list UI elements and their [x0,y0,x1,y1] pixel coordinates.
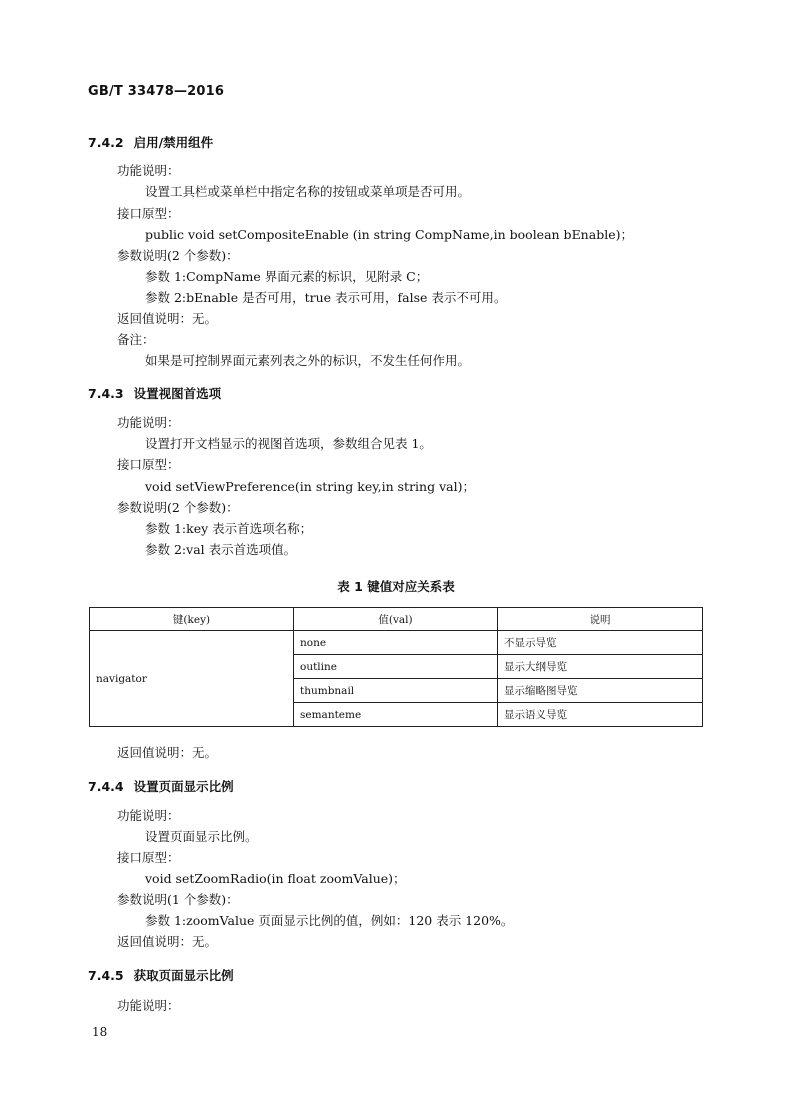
description-cell: 不显示导览 [498,631,703,655]
function-label: 功能说明： [117,415,180,430]
table-header-row [90,608,703,631]
section-number: 7.4.2 [88,135,124,150]
section-title: 设置视图首选项 [133,386,222,401]
return-value: 返回值说明：无。 [117,745,218,760]
section-number: 7.4.3 [88,386,124,401]
params-label: 参数说明(2 个参数)： [117,248,239,263]
section-heading-7-4-2 [88,133,213,151]
interface-prototype: public void setCompositeEnable (in string CompName,in boolean bEnable)； [145,227,633,242]
table-caption: 表 1 键值对应关系表 [337,579,455,594]
params-label: 参数说明(2 个参数)： [117,500,239,515]
section-heading-7-4-3 [88,384,221,402]
interface-prototype: void setZoomRadio(in float zoomValue)； [145,871,406,886]
param-1: 参数 1:key 表示首选项名称； [145,521,313,536]
function-label: 功能说明： [117,808,180,823]
value-cell: semanteme [294,703,498,727]
section-heading-7-4-5 [88,966,234,984]
section-title: 获取页面显示比例 [133,968,234,983]
param-2: 参数 2:val 表示首选项值。 [145,542,297,557]
standard-number-header: GB/T 33478—2016 [88,84,225,99]
remarks-label: 备注： [117,332,155,347]
description-cell: 显示大纲导览 [498,655,703,679]
value-cell: outline [294,655,498,679]
page-number: 18 [92,1025,108,1039]
function-label: 功能说明： [117,998,180,1013]
section-number: 7.4.5 [88,968,124,983]
return-value: 返回值说明：无。 [117,311,218,326]
section-heading-7-4-4 [88,777,234,795]
function-description: 设置工具栏或菜单栏中指定名称的按钮或菜单项是否可用。 [145,184,471,199]
return-value: 返回值说明：无。 [117,934,218,949]
description-cell: 显示缩略图导览 [498,679,703,703]
section-title: 启用/禁用组件 [133,135,214,150]
header-description: 说明 [498,608,703,631]
interface-label: 接口原型： [117,457,180,472]
key-cell: navigator [90,631,294,727]
function-description: 设置页面显示比例。 [145,829,258,844]
table-row [90,631,703,655]
section-title: 设置页面显示比例 [133,779,234,794]
interface-label: 接口原型： [117,206,180,221]
value-cell: none [294,631,498,655]
remarks-text: 如果是可控制界面元素列表之外的标识，不发生任何作用。 [145,353,471,368]
params-label: 参数说明(1 个参数)： [117,892,239,907]
description-cell: 显示语义导览 [498,703,703,727]
function-label: 功能说明： [117,163,180,178]
interface-prototype: void setViewPreference(in string key,in string val)； [145,479,475,494]
key-value-table [89,607,703,727]
function-description: 设置打开文档显示的视图首选项，参数组合见表 1。 [145,436,432,451]
interface-label: 接口原型： [117,850,180,865]
value-cell: thumbnail [294,679,498,703]
header-key: 键(key) [90,608,294,631]
section-number: 7.4.4 [88,779,124,794]
param-1: 参数 1:zoomValue 页面显示比例的值，例如：120 表示 120%。 [145,913,514,928]
header-value: 值(val) [294,608,498,631]
param-2: 参数 2:bEnable 是否可用，true 表示可用，false 表示不可用。 [145,290,507,305]
param-1: 参数 1:CompName 界面元素的标识，见附录 C； [145,269,429,284]
